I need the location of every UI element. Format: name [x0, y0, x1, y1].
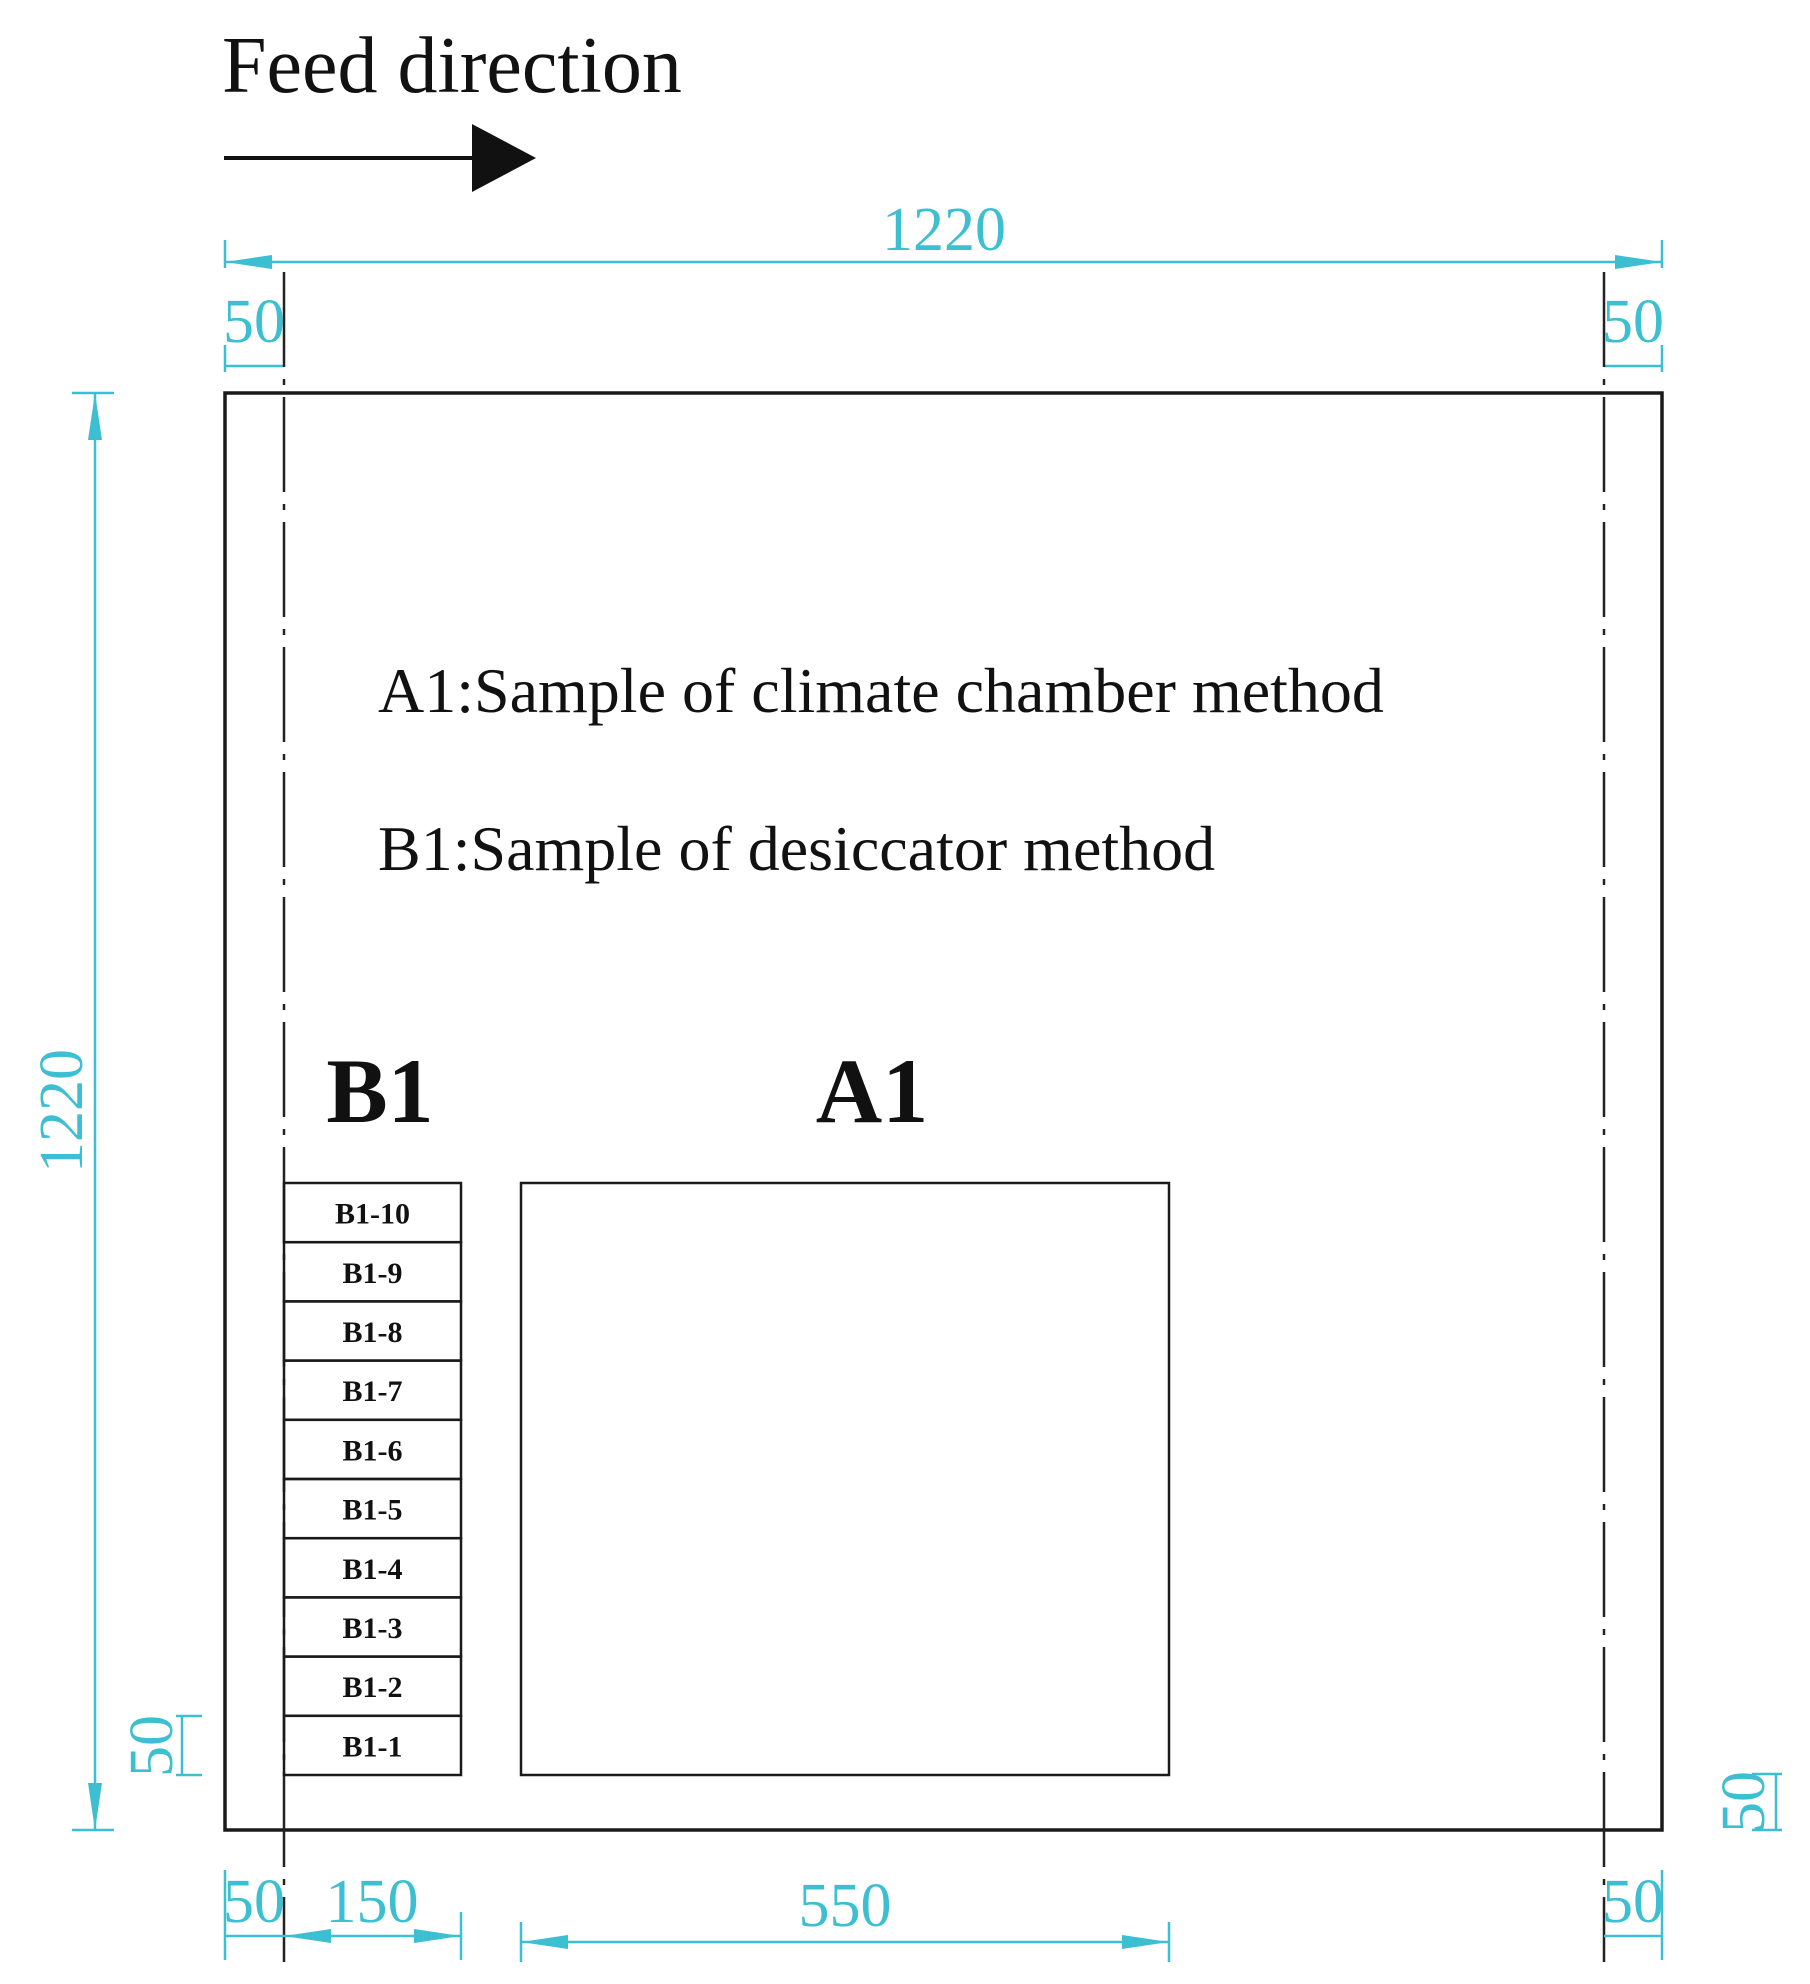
- dimension-bottom-offset-left-value: 50: [118, 1715, 186, 1777]
- b1-cell-label: B1-4: [342, 1552, 403, 1586]
- dimension-a1-width: [521, 1872, 1169, 1962]
- region-label-b1: B1: [326, 1040, 434, 1142]
- dimension-bottom-offset-right: [1710, 1771, 1782, 1833]
- b1-sample-column: [284, 1183, 461, 1775]
- dimension-width-total-value: 1220: [882, 196, 1006, 264]
- feed-direction-arrow-icon: [224, 124, 536, 192]
- dimension-width-total: [225, 196, 1662, 269]
- dimension-right-margin-top: [1602, 288, 1664, 372]
- dimension-a1-width-value: 550: [798, 1872, 892, 1940]
- b1-cell-label: B1-1: [342, 1730, 403, 1764]
- dimension-right-margin-top-value: 50: [1602, 288, 1664, 356]
- feed-direction-label: Feed direction: [222, 22, 682, 110]
- legend-b1: B1:Sample of desiccator method: [378, 813, 1216, 884]
- b1-cell-label: B1-2: [342, 1671, 403, 1705]
- b1-cell-label: B1-6: [342, 1434, 403, 1468]
- dimension-left-margin-top: [223, 288, 285, 372]
- dimension-right-margin-bottom-value: 50: [1602, 1868, 1664, 1936]
- dimension-height-total-value: 1220: [28, 1049, 96, 1173]
- b1-cell-label: B1-3: [342, 1612, 403, 1645]
- dimension-height-total: [28, 393, 114, 1830]
- legend-a1: A1:Sample of climate chamber method: [378, 655, 1384, 726]
- b1-cell-label: B1-5: [342, 1493, 403, 1527]
- panel-outline: [225, 393, 1662, 1830]
- dimension-bottom-offset-right-value: 50: [1710, 1771, 1778, 1833]
- dimension-bottom-offset-left: [118, 1715, 202, 1777]
- b1-cell-label: B1-8: [342, 1316, 403, 1349]
- dimension-left-margin-bottom-value: 50: [223, 1868, 285, 1936]
- dimension-b1-width: [284, 1868, 461, 1960]
- b1-cell-label: B1-7: [342, 1375, 403, 1409]
- dimension-left-margin-bottom: [223, 1868, 285, 1960]
- a1-sample-area: [521, 1183, 1169, 1775]
- dimension-left-margin-top-value: 50: [223, 288, 285, 356]
- b1-cell-label: B1-10: [335, 1197, 410, 1231]
- region-label-a1: A1: [815, 1040, 929, 1142]
- dimension-b1-width-value: 150: [325, 1868, 419, 1936]
- b1-cell-label: B1-9: [342, 1256, 403, 1290]
- dimension-right-margin-bottom: [1602, 1868, 1664, 1960]
